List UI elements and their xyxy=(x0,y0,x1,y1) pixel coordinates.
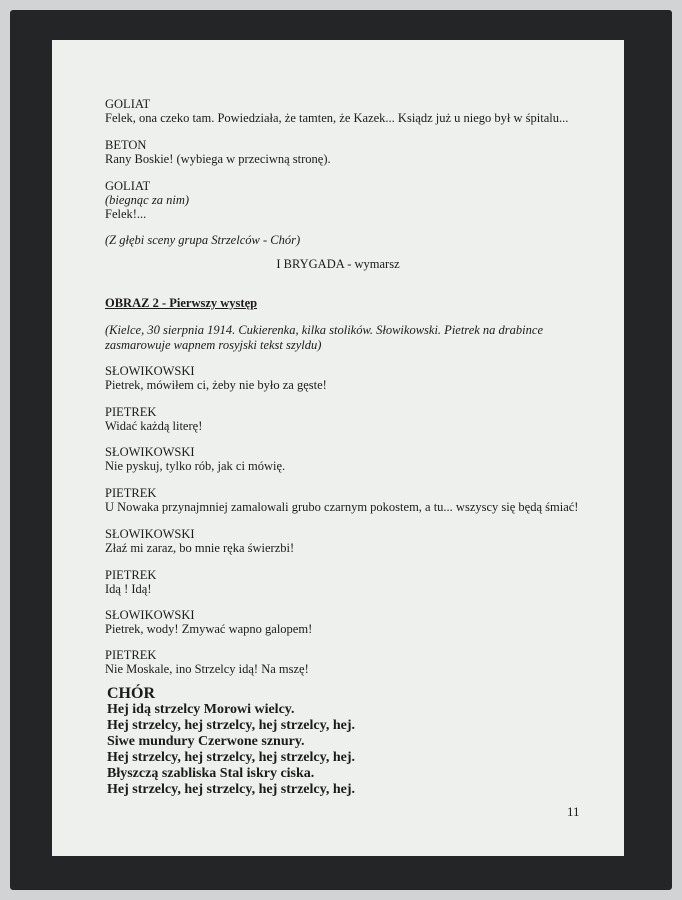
choir-verse: Siwe mundury Czerwone sznury. xyxy=(107,734,305,749)
choir-title: CHÓR xyxy=(107,685,155,702)
dialogue-line: Pietrek, wody! Zmywać wapno galopem! xyxy=(105,622,313,636)
dialogue-line: Felek, ona czeko tam. Powiedziała, że tamten, że Kazek... Ksiądz już u niego był w śpitalu... xyxy=(105,111,569,125)
speaker-name: PIETREK xyxy=(105,648,157,662)
scene-setting-line-2: zasmarowuje wapnem rosyjski tekst szyldu) xyxy=(105,338,322,352)
dialogue-line: U Nowaka przynajmniej zamalowali grubo czarnym pokostem, a tu... wszyscy się będą śmiać! xyxy=(105,500,579,514)
choir-verse: Hej strzelcy, hej strzelcy, hej strzelcy, hej. xyxy=(107,718,356,733)
scene-heading: OBRAZ 2 - Pierwszy występ xyxy=(105,296,258,310)
speaker-name: PIETREK xyxy=(105,405,157,419)
dialogue-line: Rany Boskie! (wybiega w przeciwną stronę). xyxy=(105,152,331,166)
speaker-name: GOLIAT xyxy=(105,97,151,111)
choir-verse: Hej idą strzelcy Morowi wielcy. xyxy=(107,702,295,717)
speaker-name: PIETREK xyxy=(105,568,157,582)
speaker-name: PIETREK xyxy=(105,486,157,500)
speaker-name: SŁOWIKOWSKI xyxy=(105,364,195,378)
dialogue-line: Pietrek, mówiłem ci, żeby nie było za gęste! xyxy=(105,378,327,392)
choir-verse: Hej strzelcy, hej strzelcy, hej strzelcy, hej. xyxy=(107,782,356,797)
stage-direction: (Z głębi sceny grupa Strzelców - Chór) xyxy=(105,233,301,247)
dialogue-line: Nie pyskuj, tylko rób, jak ci mówię. xyxy=(105,459,286,473)
stage-direction: (biegnąc za nim) xyxy=(105,193,190,207)
speaker-name: GOLIAT xyxy=(105,179,151,193)
dialogue-line: Idą ! Idą! xyxy=(105,582,152,596)
speaker-name: SŁOWIKOWSKI xyxy=(105,527,195,541)
song-cue: I BRYGADA - wymarsz xyxy=(276,257,400,271)
speaker-name: SŁOWIKOWSKI xyxy=(105,445,195,459)
dialogue-line: Złaź mi zaraz, bo mnie ręka świerzbi! xyxy=(105,541,295,555)
choir-verse: Hej strzelcy, hej strzelcy, hej strzelcy, hej. xyxy=(107,750,356,765)
page-number: 11 xyxy=(567,804,580,819)
dialogue-line: Felek!... xyxy=(105,207,147,221)
speaker-name: BETON xyxy=(105,138,147,152)
dialogue-line: Nie Moskale, ino Strzelcy idą! Na mszę! xyxy=(105,662,309,676)
speaker-name: SŁOWIKOWSKI xyxy=(105,608,195,622)
document-page xyxy=(52,40,624,856)
dialogue-line: Widać każdą literę! xyxy=(105,419,203,433)
choir-verse: Błyszczą szabliska Stal iskry ciska. xyxy=(107,766,315,781)
scene-setting-line-1: (Kielce, 30 sierpnia 1914. Cukierenka, kilka stolików. Słowikowski. Pietrek na drabince xyxy=(105,323,543,337)
